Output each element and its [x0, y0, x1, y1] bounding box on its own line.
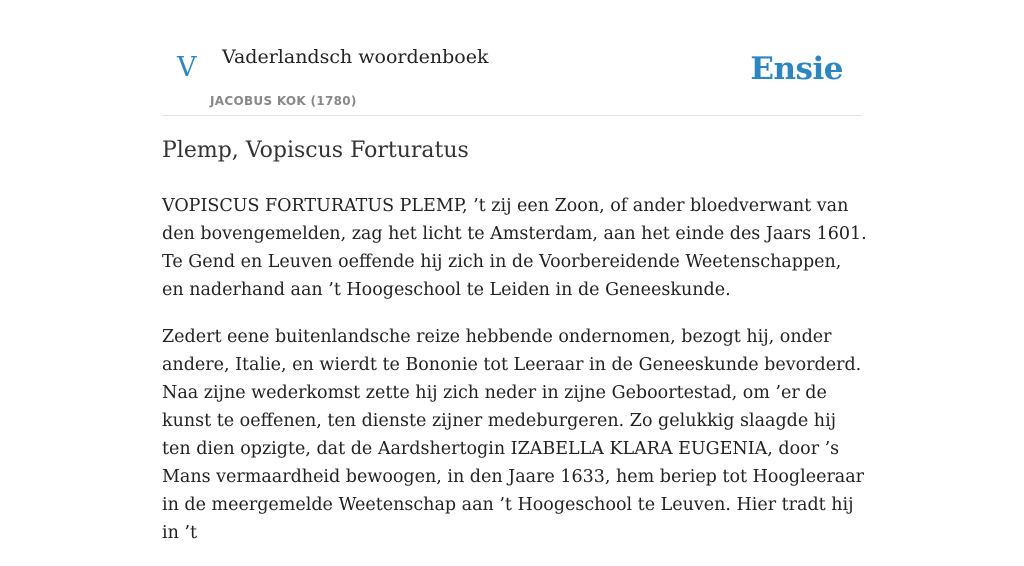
work-author: JACOBUS KOK (1780)	[210, 94, 357, 108]
index-letter[interactable]: V	[177, 52, 197, 83]
entry-body	[162, 192, 868, 566]
entry-title: Plemp, Vopiscus Forturatus	[162, 138, 469, 163]
entry-paragraph: VOPISCUS FORTURATUS PLEMP, ’t zij een Zoon, of ander bloedverwant van den bovengemelden, zag het licht te Amsterdam, aan het einde des Jaars 1601. Te Gend en Leuven oeffende hij zich in de Voorbereidende Weetenschappen, en naderhand aan ’t Hoogeschool te Leiden in de Geneeskunde.	[162, 196, 867, 300]
entry-paragraph: Zedert eene buitenlandsche reize hebbende ondernomen, bezogt hij, onder andere, Italie, en wierdt te Bononie tot Leeraar in de Geneeskunde bevorderd. Naa zijne wederkomst zette hij zich neder in zijne Geboortestad, om ’er de kunst te oeffenen, ten dienste zijner medeburgeren. Zo gelukkig slaagde hij ten dien opzigte, dat de Aardshertogin IZABELLA KLARA EUGENIA, door ’s Mans vermaardheid bewoogen, in den Jaare 1633, hem beriep tot Hoogleeraar in de meergemelde Weetenschap aan ’t Hoogeschool te Leuven. Hier tradt hij in ’t	[162, 327, 865, 543]
brand-logo[interactable]: Ensie	[750, 51, 843, 87]
site-header	[162, 38, 862, 116]
work-title[interactable]: Vaderlandsch woordenboek	[222, 46, 489, 68]
